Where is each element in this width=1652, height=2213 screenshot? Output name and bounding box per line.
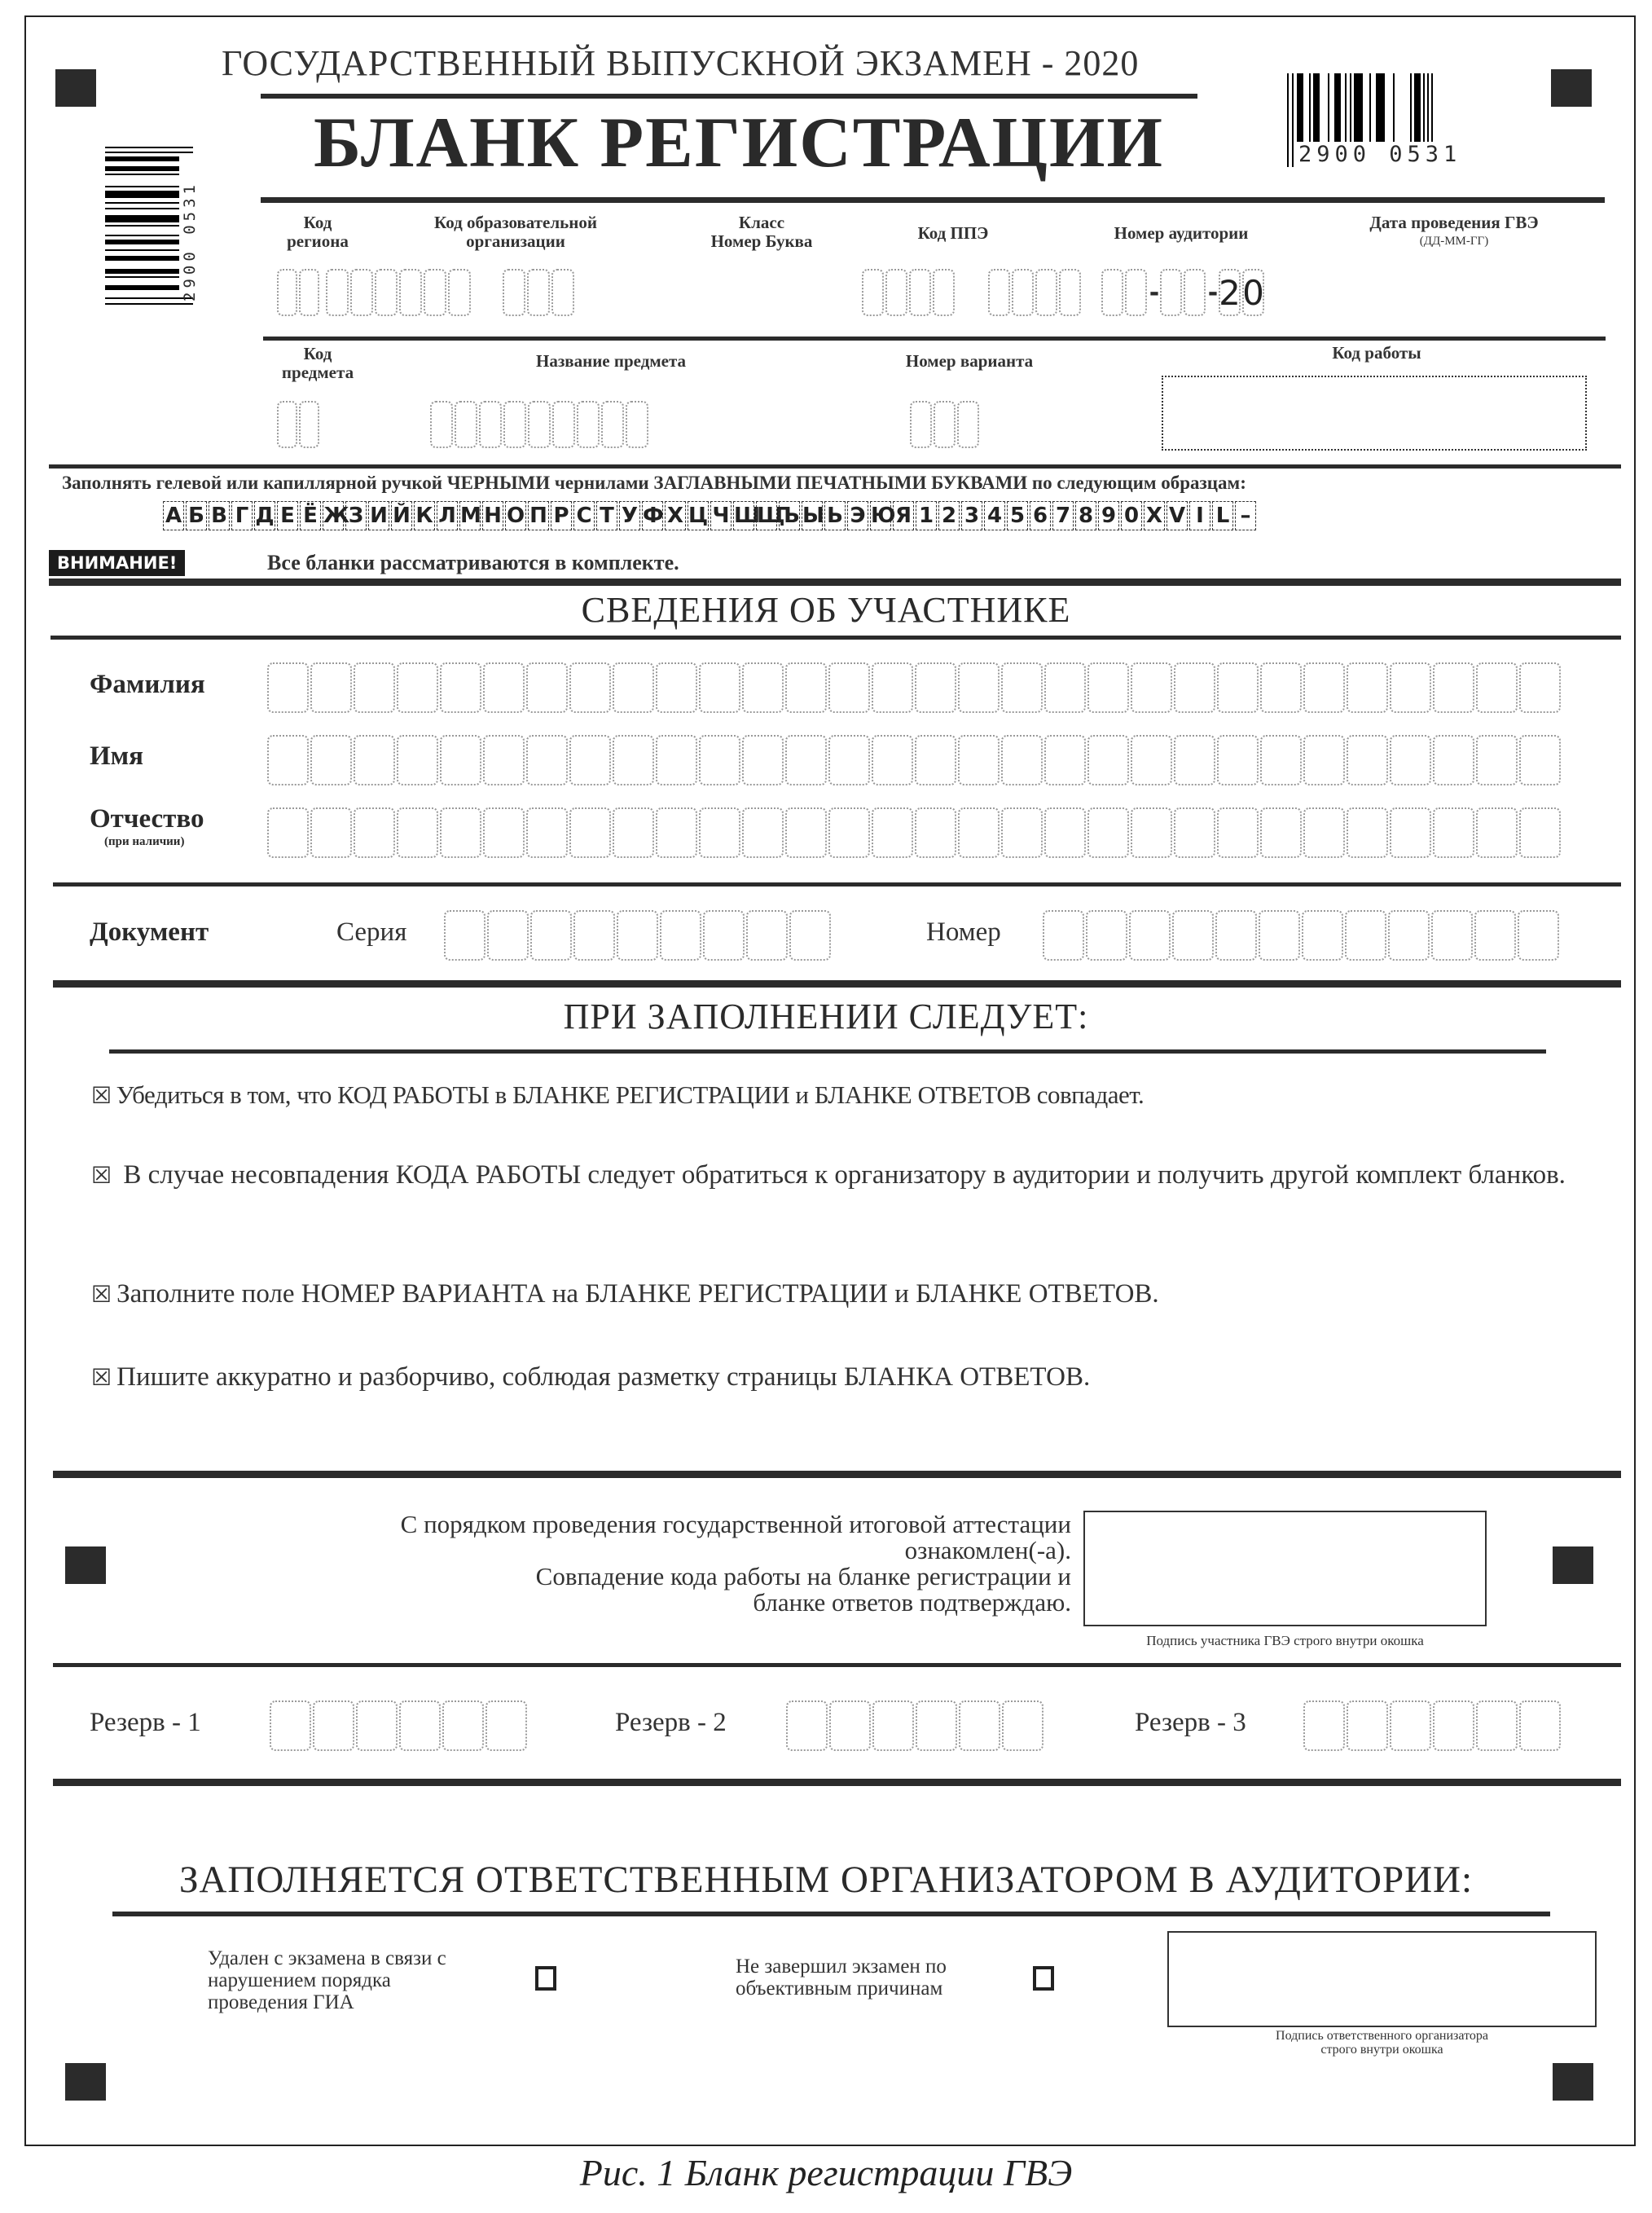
work-code-label: Код работы bbox=[1332, 343, 1421, 363]
char-cell[interactable] bbox=[397, 807, 438, 858]
char-cell[interactable] bbox=[1433, 735, 1474, 785]
subject-name-input[interactable] bbox=[430, 401, 650, 448]
confirmation-text: С порядком проведения государственной итоговой аттестации ознакомлен(-а). Совпадение кода работы на бланке регистрации и бланке ответов подтверждаю. bbox=[400, 1510, 1071, 1617]
figure-caption: Рис. 1 Бланк регистрации ГВЭ bbox=[579, 2152, 1073, 2193]
sample-char: Б bbox=[186, 501, 207, 530]
barcode-number: 2900 0531 bbox=[1298, 142, 1462, 167]
char-cell[interactable] bbox=[699, 662, 740, 713]
char-cell[interactable] bbox=[310, 662, 352, 713]
char-cell[interactable] bbox=[1347, 807, 1388, 858]
char-cell[interactable] bbox=[1302, 910, 1343, 961]
participant-signature-caption: Подпись участника ГВЭ строго внутри окошка bbox=[1146, 1633, 1424, 1648]
sample-char: Р bbox=[551, 501, 572, 530]
sample-char: Т bbox=[596, 501, 617, 530]
exam-date-input[interactable] bbox=[1101, 269, 1266, 316]
rule-item: ☒ Заполните поле НОМЕР ВАРИАНТА на БЛАНКЕ РЕГИСТРАЦИИ и БЛАНКЕ ОТВЕТОВ. bbox=[91, 1273, 1574, 1316]
char-cell[interactable] bbox=[483, 735, 525, 785]
char-cell[interactable] bbox=[828, 735, 870, 785]
checked-box-icon: ☒ bbox=[91, 1364, 112, 1391]
barcode-vertical-icon bbox=[105, 147, 199, 310]
char-cell[interactable] bbox=[1217, 807, 1259, 858]
char-cell[interactable] bbox=[785, 735, 827, 785]
reserve-bottom-rule bbox=[53, 1779, 1621, 1786]
form-title: БЛАНК РЕГИСТРАЦИИ bbox=[314, 103, 1164, 183]
char-cell[interactable] bbox=[959, 1700, 1000, 1751]
char-cell[interactable] bbox=[958, 807, 1000, 858]
sample-char: Х bbox=[665, 501, 686, 530]
char-cell[interactable] bbox=[526, 807, 568, 858]
sample-char: Н bbox=[482, 501, 503, 530]
ppe-code-label: Код ППЭ bbox=[917, 223, 989, 243]
rule-item: ☒ Пишите аккуратно и разборчиво, соблюдая разметку страницы БЛАНКА ОТВЕТОВ. bbox=[91, 1356, 1574, 1399]
char-cell[interactable] bbox=[1174, 807, 1215, 858]
sample-char: 8 bbox=[1075, 501, 1096, 530]
sample-char: Ш bbox=[733, 501, 754, 530]
corner-marker-top-left bbox=[55, 69, 96, 107]
char-cell[interactable] bbox=[1433, 807, 1474, 858]
corner-marker-mid-right bbox=[1553, 1546, 1593, 1584]
org-code-input[interactable] bbox=[326, 269, 472, 316]
char-cell[interactable] bbox=[310, 735, 352, 785]
char-cell[interactable] bbox=[613, 662, 654, 713]
surname-label: Фамилия bbox=[90, 670, 205, 699]
char-cell[interactable] bbox=[483, 807, 525, 858]
corner-marker-bottom-right bbox=[1553, 2063, 1593, 2101]
sample-char: Я bbox=[893, 501, 914, 530]
fill-instructions: Заполнять гелевой или капиллярной ручкой ЧЕРНЫМИ чернилами ЗАГЛАВНЫМИ ПЕЧАТНЫМИ БУКВАМИ по следующим образцам: bbox=[62, 473, 1246, 493]
variant-number-label: Номер варианта bbox=[905, 351, 1034, 371]
char-cell[interactable] bbox=[1087, 807, 1129, 858]
subject-code-input[interactable] bbox=[277, 401, 321, 448]
char-cell[interactable] bbox=[785, 807, 827, 858]
not-finished-checkbox[interactable] bbox=[1033, 1966, 1054, 1991]
sample-char: V bbox=[1167, 501, 1188, 530]
organizer-section-title: ЗАПОЛНЯЕТСЯ ОТВЕТСТВЕННЫМ ОРГАНИЗАТОРОМ В АУДИТОРИИ: bbox=[178, 1859, 1474, 1901]
char-cell[interactable] bbox=[742, 735, 784, 785]
sample-char: Ё bbox=[300, 501, 321, 530]
organizer-title-rule bbox=[112, 1912, 1550, 1916]
char-cell[interactable] bbox=[1044, 735, 1086, 785]
char-cell[interactable] bbox=[1131, 735, 1172, 785]
region-code-label: Код региона bbox=[287, 213, 349, 251]
rule-item: ☒ Убедиться в том, что КОД РАБОТЫ в БЛАНКЕ РЕГИСТРАЦИИ и БЛАНКЕ ОТВЕТОВ совпадает. bbox=[91, 1074, 1574, 1117]
char-cell[interactable] bbox=[785, 662, 827, 713]
char-cell[interactable] bbox=[699, 735, 740, 785]
reserve-2-input[interactable] bbox=[786, 1700, 1045, 1751]
name-input[interactable] bbox=[267, 735, 1562, 785]
date-month-2[interactable] bbox=[1184, 269, 1206, 316]
surname-input[interactable] bbox=[267, 662, 1562, 713]
char-cell[interactable] bbox=[829, 1700, 871, 1751]
char-cell[interactable] bbox=[656, 807, 697, 858]
char-cell[interactable] bbox=[1519, 662, 1561, 713]
sample-char: Е bbox=[277, 501, 298, 530]
sample-char: Ц bbox=[688, 501, 709, 530]
char-cell[interactable] bbox=[530, 910, 572, 961]
reserve-top-rule bbox=[53, 1663, 1621, 1667]
char-cell[interactable] bbox=[1431, 910, 1473, 961]
sample-char: Й bbox=[391, 501, 412, 530]
patronymic-label: Отчество bbox=[90, 804, 204, 834]
char-cell[interactable] bbox=[1172, 910, 1214, 961]
char-cell[interactable] bbox=[310, 807, 352, 858]
corner-marker-mid-left bbox=[65, 1546, 106, 1584]
room-number-input[interactable] bbox=[988, 269, 1083, 316]
subject-code-label: Код предмета bbox=[281, 344, 354, 382]
attention-rule bbox=[49, 579, 1621, 586]
char-cell[interactable] bbox=[1259, 910, 1300, 961]
char-cell[interactable] bbox=[1215, 910, 1257, 961]
confirmation-top-rule bbox=[53, 1471, 1621, 1478]
reserve-3-input[interactable] bbox=[1303, 1700, 1562, 1751]
sample-char: 9 bbox=[1098, 501, 1119, 530]
sample-char: В bbox=[209, 501, 230, 530]
sample-char: Ф bbox=[642, 501, 663, 530]
sample-char: М bbox=[459, 501, 481, 530]
char-cell[interactable] bbox=[1347, 735, 1388, 785]
sample-char: Щ bbox=[756, 501, 777, 530]
date-day-1[interactable] bbox=[1101, 269, 1123, 316]
date-year-2: 0 bbox=[1242, 269, 1264, 316]
sample-char: 4 bbox=[984, 501, 1005, 530]
char-cell[interactable] bbox=[526, 735, 568, 785]
char-cell[interactable] bbox=[789, 910, 831, 961]
char-cell[interactable] bbox=[1001, 807, 1043, 858]
variant-number-input[interactable] bbox=[910, 401, 981, 448]
char-cell[interactable] bbox=[1347, 662, 1388, 713]
char-cell[interactable] bbox=[703, 910, 745, 961]
char-cell[interactable] bbox=[1001, 735, 1043, 785]
char-cell[interactable] bbox=[1476, 807, 1518, 858]
char-cell[interactable] bbox=[746, 910, 788, 961]
char-cell[interactable] bbox=[1087, 662, 1129, 713]
char-cell[interactable] bbox=[1260, 807, 1302, 858]
char-cell[interactable] bbox=[786, 1700, 828, 1751]
char-cell[interactable] bbox=[1174, 735, 1215, 785]
organizer-signature-box[interactable] bbox=[1167, 1931, 1597, 2027]
char-cell[interactable] bbox=[267, 807, 309, 858]
char-cell[interactable] bbox=[742, 662, 784, 713]
char-cell[interactable] bbox=[828, 807, 870, 858]
char-cell[interactable] bbox=[354, 807, 395, 858]
document-top-rule bbox=[53, 882, 1621, 887]
org-code-label: Код образовательной организации bbox=[434, 213, 597, 251]
checked-box-icon: ☒ bbox=[91, 1082, 112, 1109]
char-cell[interactable] bbox=[915, 807, 956, 858]
room-number-label: Номер аудитории bbox=[1114, 223, 1249, 243]
char-cell[interactable] bbox=[872, 735, 913, 785]
filling-rules-title: ПРИ ЗАПОЛНЕНИИ СЛЕДУЕТ: bbox=[563, 997, 1089, 1036]
char-cell[interactable] bbox=[1217, 735, 1259, 785]
sample-char: 1 bbox=[916, 501, 937, 530]
sample-char: Л bbox=[437, 501, 458, 530]
number-label: Номер bbox=[926, 917, 1001, 947]
sample-char: Ю bbox=[870, 501, 891, 530]
char-cell[interactable] bbox=[1519, 735, 1561, 785]
char-cell[interactable] bbox=[526, 662, 568, 713]
char-cell[interactable] bbox=[440, 662, 481, 713]
sample-char: К bbox=[414, 501, 435, 530]
char-cell[interactable] bbox=[1390, 735, 1431, 785]
char-cell[interactable] bbox=[660, 910, 701, 961]
removed-label: Удален с экзамена в связи с нарушением порядка проведения ГИА bbox=[208, 1947, 446, 2013]
barcode-vertical-number: 2900 0531 bbox=[181, 181, 199, 301]
char-cell[interactable] bbox=[1001, 662, 1043, 713]
char-cell[interactable] bbox=[958, 662, 1000, 713]
char-cell[interactable] bbox=[485, 1700, 527, 1751]
char-cell[interactable] bbox=[1303, 662, 1345, 713]
char-cell[interactable] bbox=[1129, 910, 1171, 961]
sample-char: Ж bbox=[323, 501, 344, 530]
char-cell[interactable] bbox=[699, 807, 740, 858]
exam-title: ГОСУДАРСТВЕННЫЙ ВЫПУСКНОЙ ЭКЗАМЕН - 2020 bbox=[222, 43, 1140, 83]
char-cell[interactable] bbox=[1217, 662, 1259, 713]
fields-divider bbox=[263, 337, 1606, 341]
patronymic-input[interactable] bbox=[267, 807, 1562, 858]
char-cell[interactable] bbox=[1433, 1700, 1474, 1751]
char-cell[interactable] bbox=[1390, 662, 1431, 713]
char-cell[interactable] bbox=[656, 662, 697, 713]
char-cell[interactable] bbox=[1518, 910, 1559, 961]
char-cell[interactable] bbox=[483, 662, 525, 713]
char-cell[interactable] bbox=[915, 662, 956, 713]
sample-char: I bbox=[1189, 501, 1210, 530]
char-cell[interactable] bbox=[1433, 662, 1474, 713]
char-cell[interactable] bbox=[1519, 807, 1561, 858]
char-cell[interactable] bbox=[1345, 910, 1386, 961]
char-cell[interactable] bbox=[267, 662, 309, 713]
char-cell[interactable] bbox=[1044, 807, 1086, 858]
class-input[interactable] bbox=[503, 269, 576, 316]
reserve-1-label: Резерв - 1 bbox=[90, 1708, 201, 1737]
sample-char: 5 bbox=[1007, 501, 1028, 530]
char-cell[interactable] bbox=[573, 910, 615, 961]
sample-char: L bbox=[1212, 501, 1233, 530]
reserve-3-label: Резерв - 3 bbox=[1135, 1708, 1246, 1737]
document-label: Документ bbox=[90, 917, 209, 947]
char-cell[interactable] bbox=[613, 735, 654, 785]
char-cell[interactable] bbox=[1043, 910, 1084, 961]
char-cell[interactable] bbox=[487, 910, 529, 961]
char-cell[interactable] bbox=[1388, 910, 1430, 961]
char-cell[interactable] bbox=[1476, 662, 1518, 713]
rule-item: ☒ В случае несовпадения КОДА РАБОТЫ следует обратиться к организатору в аудитории и получить другой комплект бланков. bbox=[91, 1154, 1574, 1197]
char-cell[interactable] bbox=[1476, 1700, 1518, 1751]
char-cell[interactable] bbox=[915, 735, 956, 785]
char-cell[interactable] bbox=[397, 735, 438, 785]
char-cell[interactable] bbox=[828, 662, 870, 713]
char-cell[interactable] bbox=[354, 662, 395, 713]
char-cell[interactable] bbox=[1303, 1700, 1345, 1751]
char-cell[interactable] bbox=[399, 1700, 441, 1751]
char-cell[interactable] bbox=[444, 910, 485, 961]
char-cell[interactable] bbox=[356, 1700, 398, 1751]
participant-title-rule bbox=[51, 636, 1621, 640]
char-cell[interactable] bbox=[569, 807, 611, 858]
char-cell[interactable] bbox=[1390, 807, 1431, 858]
work-code-box bbox=[1162, 376, 1587, 451]
patronymic-note: (при наличии) bbox=[104, 835, 185, 848]
sample-char: X bbox=[1144, 501, 1165, 530]
char-cell[interactable] bbox=[613, 807, 654, 858]
char-cell[interactable] bbox=[1044, 662, 1086, 713]
char-cell[interactable] bbox=[569, 735, 611, 785]
sample-char: Г bbox=[231, 501, 253, 530]
char-cell[interactable] bbox=[872, 1700, 914, 1751]
title-underline bbox=[261, 94, 1197, 99]
sample-char: И bbox=[368, 501, 389, 530]
char-cell[interactable] bbox=[1347, 1700, 1388, 1751]
sample-char: А bbox=[163, 501, 184, 530]
attention-badge: ВНИМАНИЕ! bbox=[49, 550, 185, 576]
char-cell[interactable] bbox=[1303, 807, 1345, 858]
char-cell[interactable] bbox=[397, 662, 438, 713]
sample-char: П bbox=[528, 501, 549, 530]
participant-signature-box[interactable] bbox=[1083, 1511, 1487, 1626]
char-cell[interactable] bbox=[1002, 1700, 1043, 1751]
date-separator-1: - bbox=[1149, 278, 1160, 307]
char-cell[interactable] bbox=[958, 735, 1000, 785]
exam-date-label: Дата проведения ГВЭ (ДД-ММ-ГГ) bbox=[1369, 213, 1539, 248]
not-finished-label: Не завершил экзамен по объективным причинам bbox=[736, 1956, 947, 2000]
char-cell[interactable] bbox=[1390, 1700, 1431, 1751]
sample-char: Ы bbox=[802, 501, 823, 530]
organizer-signature-caption: Подпись ответственного организатора строго внутри окошка bbox=[1276, 2029, 1488, 2057]
char-cell[interactable] bbox=[270, 1700, 311, 1751]
char-cell[interactable] bbox=[742, 807, 784, 858]
attention-text: Все бланки рассматриваются в комплекте. bbox=[267, 551, 679, 574]
sample-char: Ъ bbox=[779, 501, 800, 530]
char-cell[interactable] bbox=[1519, 1700, 1561, 1751]
subject-name-label: Название предмета bbox=[535, 351, 687, 371]
char-cell[interactable] bbox=[569, 662, 611, 713]
region-code-input[interactable] bbox=[277, 269, 321, 316]
char-cell[interactable] bbox=[916, 1700, 957, 1751]
corner-marker-top-right bbox=[1551, 69, 1592, 107]
participant-section-title: СВЕДЕНИЯ ОБ УЧАСТНИКЕ bbox=[581, 590, 1071, 630]
ppe-code-input[interactable] bbox=[862, 269, 956, 316]
corner-marker-bottom-left bbox=[65, 2063, 106, 2101]
document-number-input[interactable] bbox=[1043, 910, 1561, 961]
char-cell[interactable] bbox=[1260, 662, 1302, 713]
sample-char: 3 bbox=[961, 501, 982, 530]
char-cell[interactable] bbox=[872, 807, 913, 858]
sample-char: Д bbox=[254, 501, 275, 530]
sample-char: З bbox=[345, 501, 367, 530]
sample-char: 0 bbox=[1121, 501, 1142, 530]
checked-box-icon: ☒ bbox=[91, 1281, 112, 1308]
sample-divider bbox=[49, 464, 1621, 469]
char-cell[interactable] bbox=[1474, 910, 1516, 961]
sample-char: 6 bbox=[1030, 501, 1051, 530]
sample-char: У bbox=[619, 501, 640, 530]
char-cell[interactable] bbox=[1476, 735, 1518, 785]
sample-char: 7 bbox=[1052, 501, 1074, 530]
char-cell[interactable] bbox=[1303, 735, 1345, 785]
char-cell[interactable] bbox=[1174, 662, 1215, 713]
char-cell[interactable] bbox=[1131, 662, 1172, 713]
sample-char: 2 bbox=[938, 501, 960, 530]
series-label: Серия bbox=[336, 917, 407, 947]
char-cell[interactable] bbox=[440, 735, 481, 785]
sample-char: С bbox=[573, 501, 595, 530]
char-cell[interactable] bbox=[442, 1700, 484, 1751]
char-cell[interactable] bbox=[656, 735, 697, 785]
reserve-1-input[interactable] bbox=[270, 1700, 529, 1751]
checked-box-icon: ☒ bbox=[91, 1162, 112, 1189]
sample-char: О bbox=[505, 501, 526, 530]
date-year-1: 2 bbox=[1219, 269, 1241, 316]
char-cell[interactable] bbox=[872, 662, 913, 713]
document-series-input[interactable] bbox=[444, 910, 833, 961]
date-month-1[interactable] bbox=[1160, 269, 1182, 316]
reserve-2-label: Резерв - 2 bbox=[615, 1708, 727, 1737]
date-day-2[interactable] bbox=[1125, 269, 1147, 316]
sample-char: – bbox=[1235, 501, 1256, 530]
sample-char: Ь bbox=[824, 501, 846, 530]
char-cell[interactable] bbox=[1086, 910, 1127, 961]
char-cell[interactable] bbox=[1260, 735, 1302, 785]
class-label: Класс Номер Буква bbox=[710, 213, 813, 251]
sample-characters bbox=[163, 501, 1258, 530]
sample-char: Ч bbox=[710, 501, 732, 530]
filling-rules-rule bbox=[109, 1049, 1546, 1054]
removed-checkbox[interactable] bbox=[535, 1966, 556, 1991]
char-cell[interactable] bbox=[354, 735, 395, 785]
char-cell[interactable] bbox=[617, 910, 658, 961]
char-cell[interactable] bbox=[1087, 735, 1129, 785]
char-cell[interactable] bbox=[440, 807, 481, 858]
char-cell[interactable] bbox=[1131, 807, 1172, 858]
char-cell[interactable] bbox=[267, 735, 309, 785]
name-label: Имя bbox=[90, 741, 143, 771]
date-separator-2: - bbox=[1207, 278, 1219, 307]
sample-char: Э bbox=[847, 501, 868, 530]
document-bottom-rule bbox=[53, 980, 1621, 988]
header-rule bbox=[261, 197, 1605, 203]
char-cell[interactable] bbox=[313, 1700, 354, 1751]
